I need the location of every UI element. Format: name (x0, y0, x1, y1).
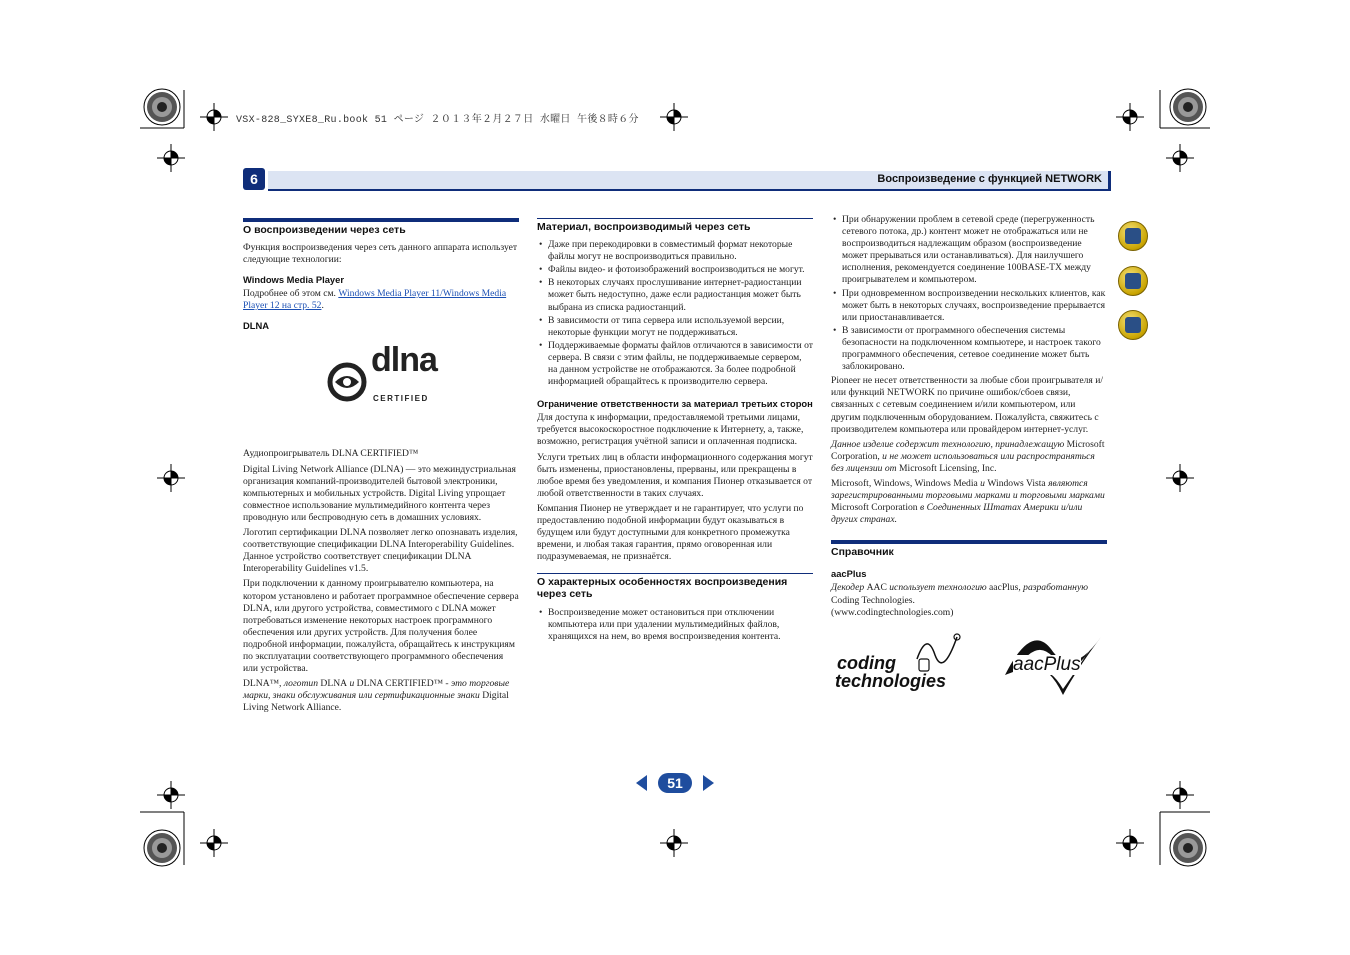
manual-icon[interactable] (1118, 221, 1148, 251)
win-b: и (977, 477, 988, 489)
list-item: • В некоторых случаях прослушивание интернет-радиостанции может быть недоступно, даже если радиостанция может быть выбрана из списка радиостанций. (537, 277, 813, 313)
section-title: Воспроизведение с функцией NETWORK (877, 173, 1102, 185)
pioneer-disclaimer: Pioneer не несет ответственности за любые сбои проигрывателя и/или функций NETWORK по причине ошибок/сбоев связи, связанных с сетевым соединением и/или компьютером, или другим подключенным оборудованием. Пожалуйста, свяжитесь с производителем компьютера или провайдером интернет-услуг. (831, 375, 1103, 435)
remote-control-icon[interactable] (1118, 266, 1148, 296)
network-issues-list (831, 214, 1107, 373)
heading-third-party: Ограничение ответственности за материал третьих сторон (537, 398, 813, 410)
dlna-logo-mark (327, 362, 367, 402)
dlna-about: Digital Living Network Alliance (DLNA) — это межиндустриальная организация компаний-производителей бытовой электроники, компьютерных и мобильных устройств. Digital Living упрощает совместное использование мультимедийного контента через проводную или беспроводную сеть в домашних условиях. (243, 463, 516, 523)
third-party-text-3: Компания Пионер не утверждает и не гарантирует, что услуги по предоставлению подобной информации будут оказываться в будущем или будут доступными для конкретного промежутка времени, и любая такая гарантия, прямо оговоренная или подразумеваемая, не признаётся. (537, 502, 804, 563)
tm-logo: , логотип (279, 678, 321, 690)
aac-f: Coding Technologies (831, 594, 913, 606)
ms-c: , и не может использоваться или распространяться без лицензии от (831, 450, 1095, 474)
material-list (537, 239, 813, 388)
intro-text: Функция воспроизведения через сеть данного аппарата использует следующие технологии: (243, 242, 518, 266)
list-item: • Поддерживаемые форматы файлов отличаются в зависимости от сервера. В связи с этим файлы, не поддерживаемые сервером, на данном устройстве не отображаются. За более подробной информацией обращайтесь к производителю сервера. (537, 340, 813, 388)
column-2 (537, 218, 813, 645)
list-item: • В зависимости от типа сервера или используемой версии, некоторые функции могут не поддерживаться. (537, 315, 813, 339)
prev-page-arrow-icon[interactable] (636, 775, 647, 791)
page-number: 51 (658, 773, 692, 793)
chapter-badge: 6 (243, 168, 265, 190)
list-item: • Даже при перекодировки в совместимый формат некоторые файлы могут не воспроизводиться правильно. (537, 239, 813, 263)
coding-technologies-logo (831, 629, 1107, 701)
aac-e: , разработанную (1018, 582, 1088, 594)
list-item: • Файлы видео- и фотоизображений воспроизводиться не могут. (537, 264, 813, 276)
win-a: Microsoft, Windows, Windows Media (831, 477, 978, 489)
heading-features: О характерных особенностях воспроизведения через сеть (537, 573, 813, 600)
win-f: в Соединенных Штатах Америки и/или других странах. (831, 502, 1083, 526)
dlna-connection-text: При подключении к данному проигрывателю компьютера, на котором установлено и работает программное обеспечение сервера DLNA, или другого устройства, совместимого с DLNA может потребоваться изменение некоторых настроек программного обеспечения или других устройств. Для получения более подробной информации, пожалуйста, обращайтесь к инструкциям по эксплуатации соответствующего программного обеспечения или устройства. (243, 578, 519, 675)
third-party-text-2: Услуги третьих лиц в области информационного содержания могут быть изменены, приостановлены, прерваны, или прекращены в любое время без уведомления, и компания Пионер отказывается от любой ответственности в таких случаях. (537, 451, 813, 499)
third-party-text-1: Для доступа к информации, предоставляемой третьими лицами, требуется высокоскоростное подключение к Интернету, а, также, возможно, регистрация учётной записи и оплаченная подписка. (537, 412, 804, 448)
tm-dlna2: DLNA (320, 678, 348, 690)
aacplus-text (831, 582, 1107, 618)
heading-material: Материал, воспроизводимый через сеть (537, 218, 813, 233)
heading-about-network: О воспроизведении через сеть (243, 218, 519, 236)
aac-d: aacPlus (989, 582, 1019, 594)
tm-and: и (347, 678, 357, 690)
list-item: • При одновременном воспроизведении нескольких клиентов, как может быть в некоторых случаях, воспроизведение прерывается или приостанавливается. (831, 288, 1107, 324)
wmp-page-link[interactable]: Windows Media Player 11/Windows Media Player 12 на стр. 52 (243, 288, 507, 312)
tm-dlna: DLNA™ (243, 678, 280, 690)
wmp-prefix: Подробнее об этом см. (243, 288, 339, 300)
features-list (537, 607, 813, 643)
heading-dlna: DLNA (243, 320, 270, 332)
dlna-trademark (243, 678, 519, 714)
dlna-logo-certified: CERTIFIED (373, 394, 429, 404)
dlna-logo-word: dlna (371, 341, 437, 380)
wmp-suffix: . (321, 300, 324, 312)
column-3 (831, 214, 1107, 701)
dlna-logo (243, 342, 519, 420)
wmp-text (243, 288, 519, 312)
coding-logo-word2: technologies (835, 670, 947, 691)
win-e: Microsoft Corporation (831, 502, 918, 514)
win-c: Windows Vista (987, 477, 1046, 489)
windows-trademark (831, 478, 1107, 526)
ms-a: Данное изделие содержит технологию, принадлежащую (831, 438, 1067, 450)
column-1 (243, 218, 519, 717)
list-item: • В зависимости от программного обеспечения системы безопасности на подключенном компьютере, и настроек такого программного обеспечения, сетевое соединение может быть заблокировано. (831, 325, 1107, 373)
tm-desc: - это торговые марки, знаки обслуживания или сертификационные знаки (243, 678, 510, 702)
ms-b: Microsoft Corporation (831, 438, 1105, 462)
section-header-bar (268, 171, 1111, 191)
print-slug: VSX-828_SYXE8_Ru.book 51 ページ ２０１３年２月２７日 水曜日 午後８時６分 (236, 115, 639, 126)
tm-certified: DLNA CERTIFIED™ (356, 678, 444, 690)
aac-b: AAC (866, 582, 887, 594)
heading-reference: Справочник (831, 540, 1107, 558)
dlna-logo-text: Логотип сертификации DLNA позволяет легко опознавать изделия, соответствующие спецификации DLNA Interoperability Guidelines. Данное устройство соответствует спецификации DLNA Interoperability Guidelines v1.5. (243, 527, 518, 575)
aac-a: Декодер (831, 582, 867, 594)
heading-wmp: Windows Media Player (243, 274, 344, 286)
win-d: являются зарегистрированными торговыми марками и торговыми марками (831, 477, 1105, 502)
heading-aacplus: aacPlus (831, 568, 867, 580)
coding-logo-word1: coding (837, 652, 896, 673)
aac-g: . (912, 594, 915, 606)
next-page-arrow-icon[interactable] (703, 775, 714, 791)
help-icon[interactable] (1118, 310, 1148, 340)
list-item: • При обнаружении проблем в сетевой среде (перегруженность сетевого потока, др.) контент может не отображаться или не воспроизводиться надлежащим образом (воспроизведение может прерываться или останавливаться). Для наилучшего исполнения, рекомендуется соединение 100BASE-TX между проигрывателем и компьютером. (831, 214, 1107, 287)
aac-c: использует технологию (886, 582, 990, 594)
list-item: • Воспроизведение может остановиться при отключении компьютера или при удалении мультимедийных файлов, хранящихся на нем, во время воспроизведения контента. (537, 607, 813, 643)
tm-alliance: Digital Living Network Alliance. (243, 690, 509, 714)
aacplus-logo-word: aacPlus (1013, 653, 1081, 675)
ms-d: Microsoft Licensing, Inc. (899, 462, 997, 474)
dlna-certified-line: Аудиопроигрыватель DLNA CERTIFIED™ (243, 448, 419, 460)
aac-url: (www.codingtechnologies.com) (831, 606, 954, 618)
microsoft-notice (831, 439, 1107, 475)
